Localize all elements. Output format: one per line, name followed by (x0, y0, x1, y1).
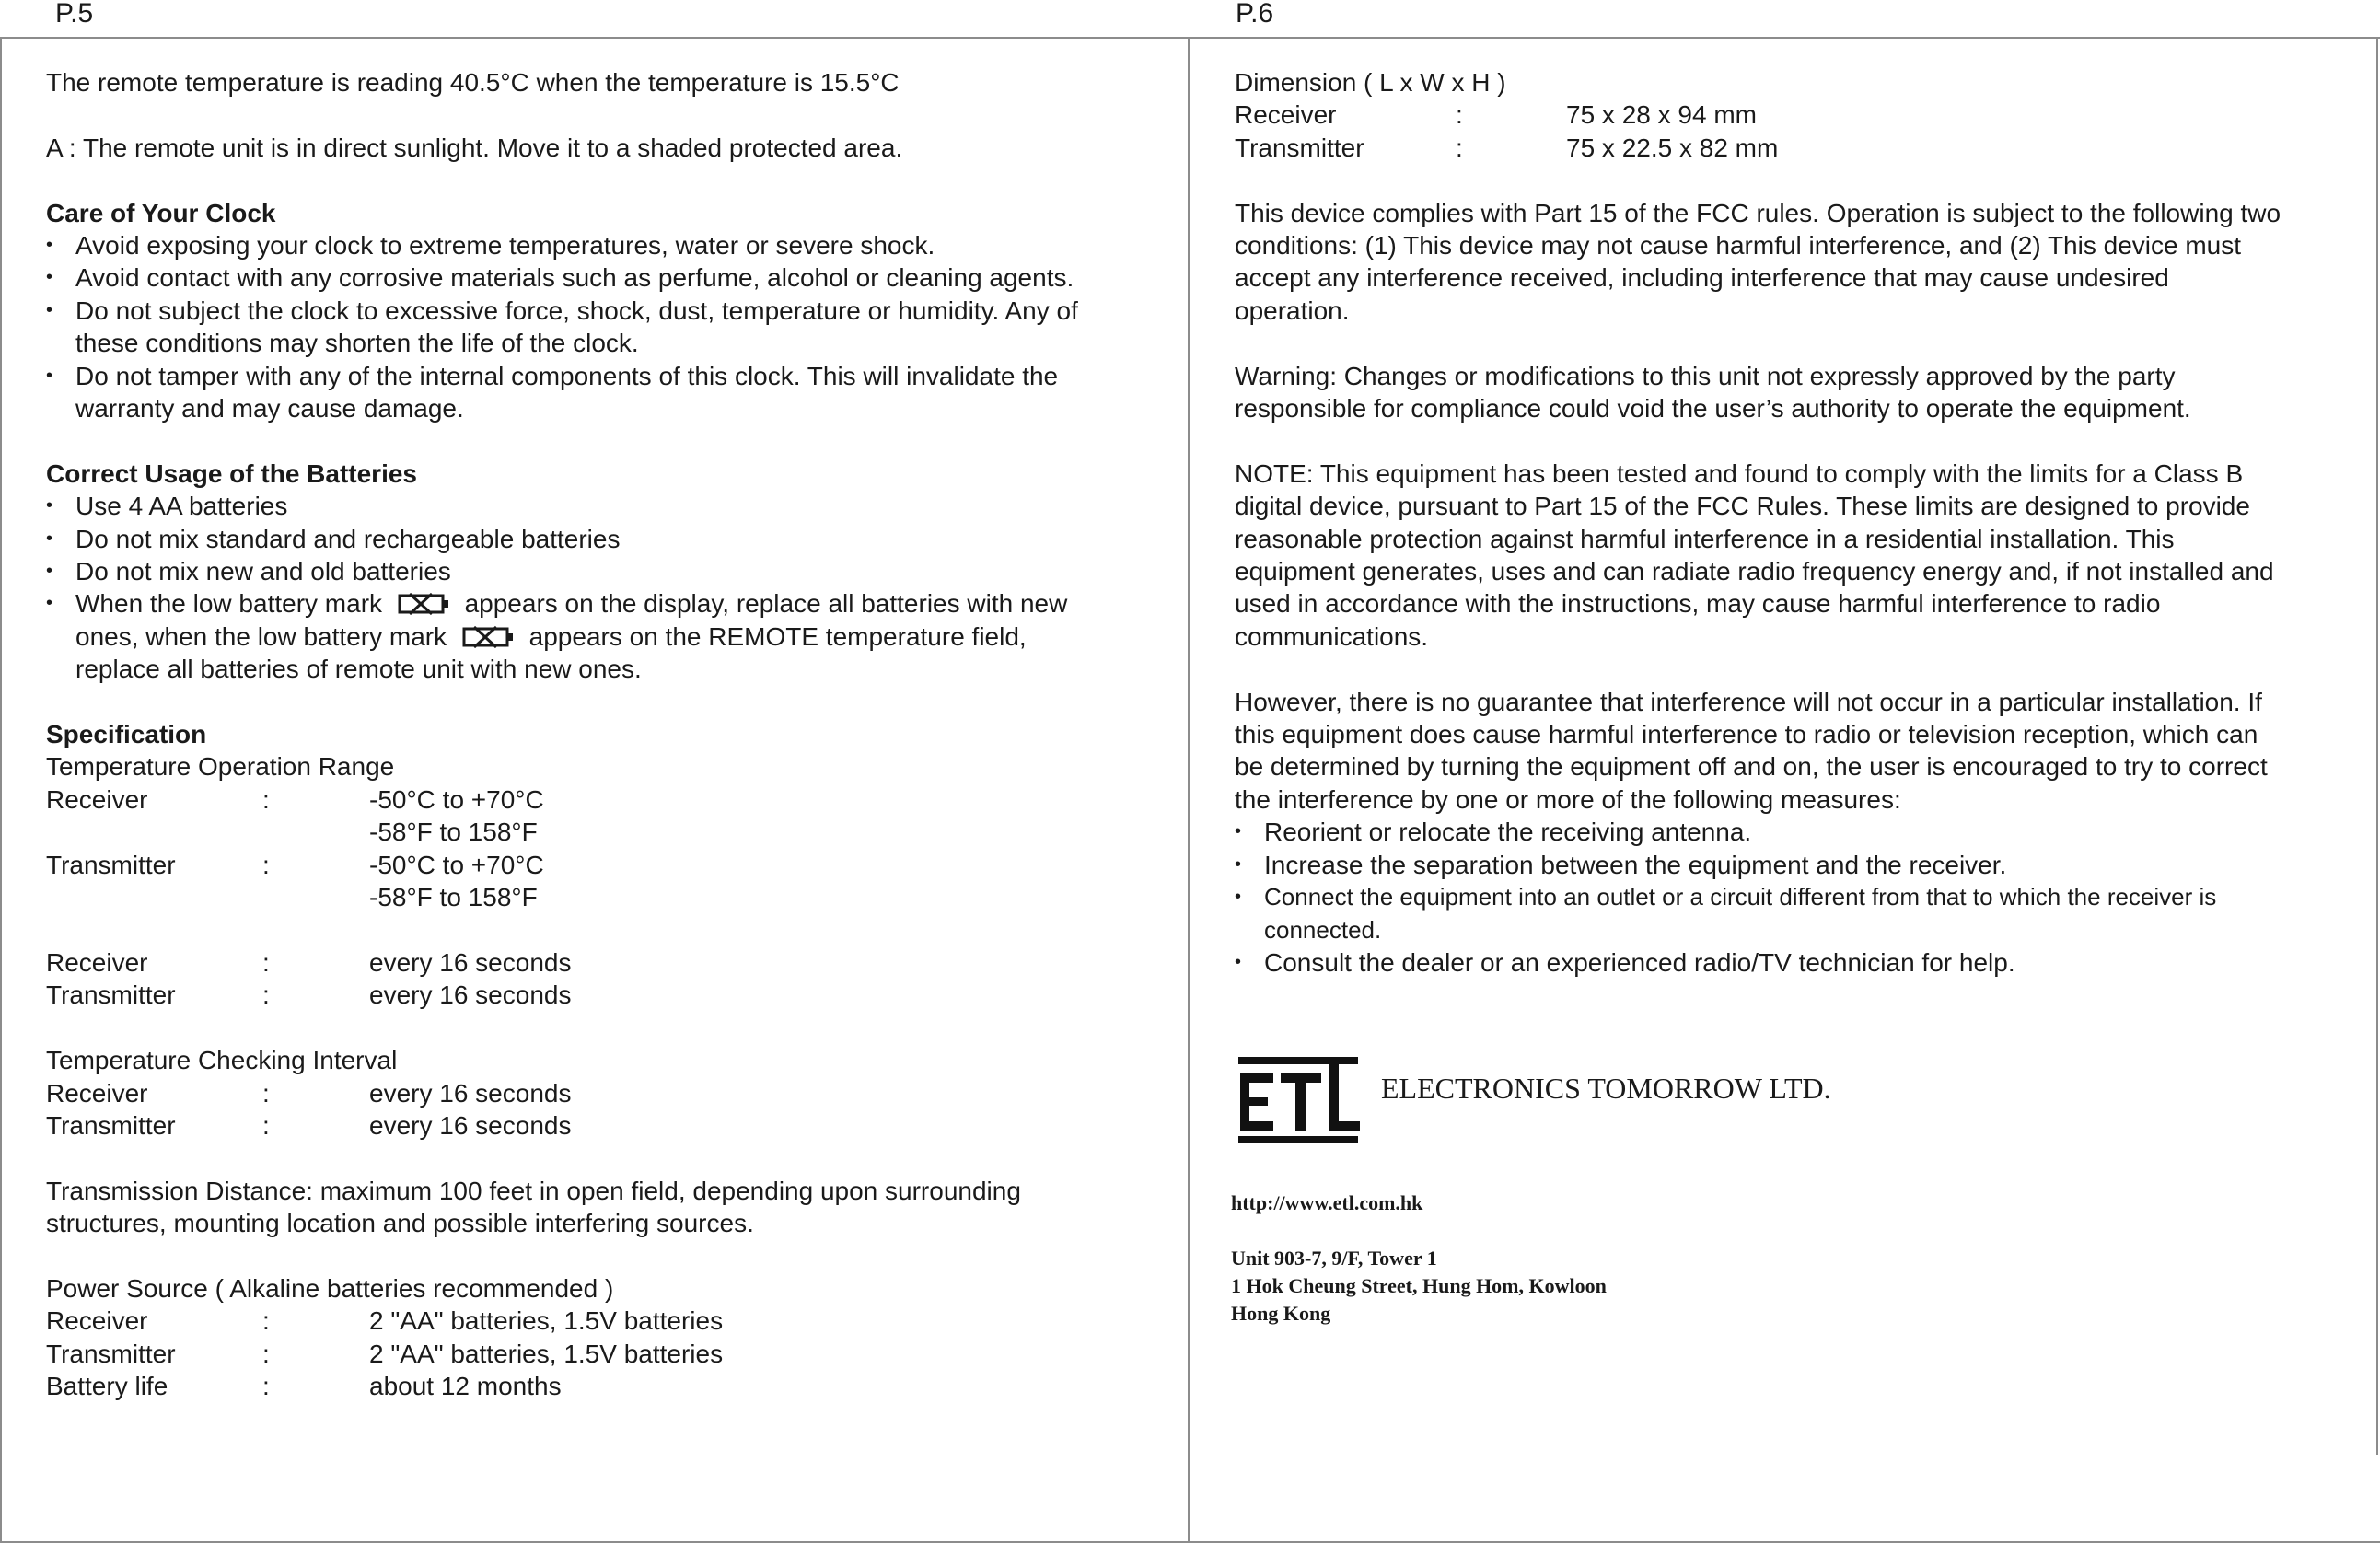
list-item: • Use 4 AA batteries (46, 490, 1151, 522)
list-item: • Increase the separation between the equipment and the receiver. (1235, 849, 2358, 881)
spec-value: -58°F to 158°F (369, 818, 538, 847)
left-border (0, 37, 2, 1543)
spec-row (46, 849, 1151, 881)
fcc-paragraph-line: accept any interference received, including interference that may cause undesired (1235, 263, 2169, 293)
spec-row (46, 1370, 1151, 1402)
spec-value: every 16 seconds (369, 980, 572, 1010)
spec-value: 75 x 22.5 x 82 mm (1566, 133, 1779, 162)
spec-label: Transmitter (46, 850, 176, 879)
however-line: the interference by one or more of the following measures: (1235, 784, 1901, 814)
spec-colon: : (262, 1372, 270, 1401)
spec-value: 2 "AA" batteries, 1.5V batteries (369, 1306, 724, 1336)
spec-colon: : (262, 784, 270, 814)
list-item: • Avoid exposing your clock to extreme temperatures, water or severe shock. (46, 229, 1151, 261)
however-line: However, there is no guarantee that interference will not occur in a particular installation. If (1235, 687, 2262, 716)
list-item: • Connect the equipment into an outlet or a circuit different from that to which the receiver is (1235, 881, 2358, 913)
spec-label: Receiver (46, 784, 148, 814)
address-line: 1 Hok Cheung Street, Hung Hom, Kowloon (1231, 1274, 1607, 1297)
right-page (1235, 66, 2358, 979)
spec-value: every 16 seconds (369, 947, 572, 977)
however-line: this equipment does cause harmful interference to radio or television reception, which can (1235, 720, 2258, 749)
etl-logo (1238, 1057, 1363, 1145)
spec-row (46, 1077, 1151, 1109)
spec-colon: : (262, 1339, 270, 1368)
spec-row (46, 1109, 1151, 1142)
low-battery-item (46, 587, 1151, 620)
note-line: reasonable protection against harmful interference in a residential installation. This (1235, 524, 2175, 553)
spec-colon: : (1456, 133, 1463, 162)
list-item: • Do not tamper with any of the internal components of this clock. This will invalidate the (46, 360, 1151, 392)
spec-label: Receiver (1235, 100, 1337, 130)
spec-colon: : (262, 1110, 270, 1140)
spec-row (46, 881, 1151, 913)
spec-label: Receiver (46, 1306, 148, 1336)
note-line: NOTE: This equipment has been tested and found to comply with the limits for a Class B (1235, 458, 2244, 488)
list-item: • Consult the dealer or an experienced radio/TV technician for help. (1235, 946, 2358, 979)
list-item: • Do not subject the clock to excessive force, shock, dust, temperature or humidity. Any of (46, 295, 1151, 327)
spec-value: -50°C to +70°C (369, 784, 544, 814)
low-battery-text-1: When the low battery mark (75, 589, 383, 619)
spec-label: Receiver (46, 947, 148, 977)
list-item-continued: these conditions may shorten the life of the clock. (75, 329, 639, 358)
spec-row (46, 783, 1151, 816)
note-line: equipment generates, uses and can radiate radio frequency energy and, if not installed and (1235, 557, 2274, 586)
list-item-continued: warranty and may cause damage. (75, 394, 464, 423)
list-item: • Reorient or relocate the receiving antenna. (1235, 816, 2358, 848)
spec-colon: : (262, 850, 270, 879)
spec-row (1235, 132, 2358, 164)
note-line: used in accordance with the instructions, may cause harmful interference to radio (1235, 589, 2161, 619)
dimension-heading: Dimension ( L x W x H ) (1235, 68, 1506, 97)
spec-row (46, 816, 1151, 848)
note-line: communications. (1235, 621, 1429, 651)
spec-label: Transmitter (46, 1339, 176, 1368)
company-name: ELECTRONICS TOMORROW LTD. (1381, 1072, 1831, 1105)
fcc-paragraph-line: conditions: (1) This device may not cause harmful interference, and (2) This device must (1235, 231, 2242, 261)
troubleshoot-answer: A : The remote unit is in direct sunlight. Move it to a shaded protected area. (46, 133, 903, 162)
low-battery-text-2: appears on the display, replace all batteries with new (464, 589, 1068, 619)
however-line: be determined by turning the equipment off and on, the user is encouraged to try to correct (1235, 752, 2268, 782)
company-url: http://www.etl.com.hk (1231, 1191, 1423, 1214)
low-battery-text-4: appears on the REMOTE temperature field, (528, 621, 1027, 651)
spec-colon: : (262, 980, 270, 1010)
spec-label: Battery life (46, 1372, 168, 1401)
power-source-heading: Power Source ( Alkaline batteries recommended ) (46, 1273, 614, 1303)
spec-value: every 16 seconds (369, 1078, 572, 1108)
spec-row (1235, 99, 2358, 131)
spec-value: 75 x 28 x 94 mm (1566, 100, 1757, 130)
spec-label: Transmitter (1235, 133, 1364, 162)
left-page (46, 66, 1151, 1403)
low-battery-icon (461, 625, 515, 649)
spec-label: Transmitter (46, 1110, 176, 1140)
batteries-heading: Correct Usage of the Batteries (46, 458, 418, 488)
transmission-distance-continued: structures, mounting location and possible interfering sources. (46, 1209, 754, 1238)
spec-row (46, 979, 1151, 1011)
fcc-paragraph-line: operation. (1235, 296, 1350, 325)
address-line: Unit 903-7, 9/F, Tower 1 (1231, 1247, 1437, 1270)
low-battery-item-continued (46, 621, 1151, 653)
spec-value: 2 "AA" batteries, 1.5V batteries (369, 1339, 724, 1368)
spec-colon: : (1456, 100, 1463, 130)
company-contact (1231, 1189, 1607, 1328)
spec-colon: : (262, 947, 270, 977)
list-item: • Do not mix new and old batteries (46, 555, 1151, 587)
spec-colon: : (262, 1306, 270, 1336)
address-line: Hong Kong (1231, 1302, 1331, 1325)
troubleshoot-question: The remote temperature is reading 40.5°C when the temperature is 15.5°C (46, 68, 900, 97)
spec-row (46, 1305, 1151, 1337)
fcc-paragraph-line: This device complies with Part 15 of the FCC rules. Operation is subject to the following two (1235, 198, 2281, 227)
list-item: • Do not mix standard and rechargeable batteries (46, 523, 1151, 555)
spec-label: Receiver (46, 1078, 148, 1108)
spec-row (46, 946, 1151, 979)
note-line: digital device, pursuant to Part 15 of the FCC Rules. These limits are designed to provide (1235, 492, 2250, 521)
low-battery-item-continued: replace all batteries of remote unit with new ones. (75, 655, 642, 684)
spec-value: every 16 seconds (369, 1110, 572, 1140)
top-rule (0, 37, 2380, 39)
temp-range-heading: Temperature Operation Range (46, 752, 395, 782)
spec-value: -50°C to +70°C (369, 850, 544, 879)
warning-line: Warning: Changes or modifications to this unit not expressly approved by the party (1235, 361, 2176, 390)
page-divider (1188, 37, 1190, 1543)
page-number-left: P.5 (55, 0, 94, 29)
checking-interval-heading: Temperature Checking Interval (46, 1046, 398, 1075)
warning-line: responsible for compliance could void the user’s authority to operate the equipment. (1235, 394, 2191, 423)
low-battery-icon (397, 592, 450, 616)
right-border (2376, 37, 2378, 1455)
spec-value: -58°F to 158°F (369, 883, 538, 912)
spec-value: about 12 months (369, 1372, 562, 1401)
spec-label: Transmitter (46, 980, 176, 1010)
low-battery-text-3: ones, when the low battery mark (75, 621, 447, 651)
list-item-continued: connected. (1264, 915, 1382, 944)
page-number-right: P.6 (1236, 0, 1274, 29)
spec-row (46, 1338, 1151, 1370)
spec-colon: : (262, 1078, 270, 1108)
company-logo-block (1238, 1057, 1831, 1145)
specification-heading: Specification (46, 720, 207, 749)
transmission-distance: Transmission Distance: maximum 100 feet in open field, depending upon surrounding (46, 1176, 1021, 1205)
list-item: • Avoid contact with any corrosive materials such as perfume, alcohol or cleaning agents. (46, 261, 1151, 294)
care-heading: Care of Your Clock (46, 198, 276, 227)
